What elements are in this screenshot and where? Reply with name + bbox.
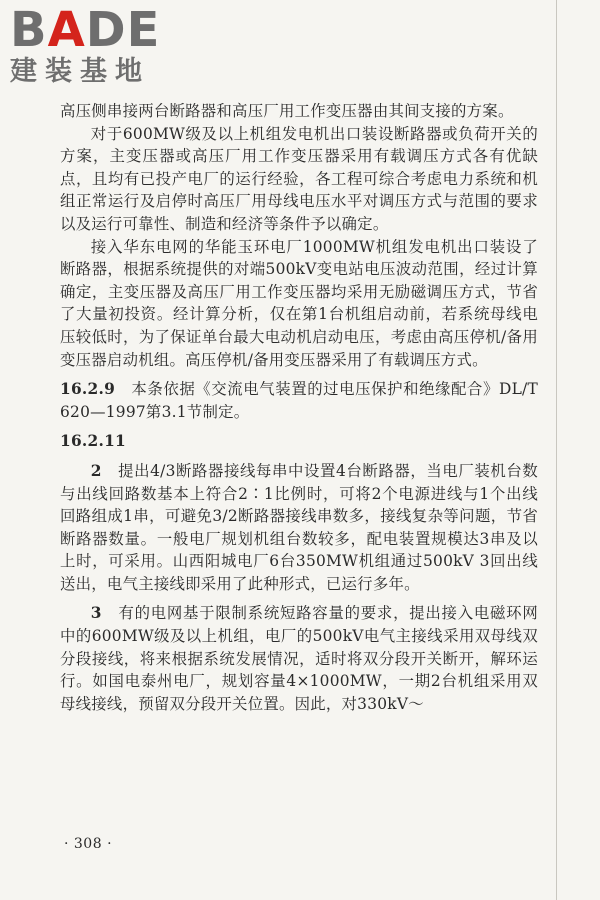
item-number: 3 xyxy=(90,604,102,623)
clause-item-2 xyxy=(60,460,538,596)
item-text: 有的电网基于限制系统短路容量的要求，提出接入电磁环网中的600MW级及以上机组，电厂的500kV电气主接线采用双母线双分段接线，将来根据系统发展情况，适时将双分段开关断开，解环运行。如国电泰州电厂，规划容量4×1000MW，一期2台机组采用双母线接线，预留双分段开关位置。因此，对330kV～ xyxy=(60,604,538,713)
clause-16-2-9 xyxy=(60,378,538,423)
page-number: · 308 · xyxy=(64,836,113,852)
scan-edge-line xyxy=(556,0,557,900)
paragraph-yuhuan: 接入华东电网的华能玉环电厂1000MW机组发电机出口装设了断路器，根据系统提供的对端500kV变电站电压波动范围，经过计算确定，主变压器及高压厂用工作变压器均采用无励磁调压方式，节省了大量初投资。经计算分析，仅在第1台机组启动前，若系统母线电压较低时，为了保证单台最大电动机启动电压，考虑由高压停机/备用变压器启动机组。高压停机/备用变压器采用了有载调压方式。 xyxy=(60,237,538,369)
clause-text: 本条依据《交流电气装置的过电压保护和绝缘配合》DL/T 620—1997第3.1节制定。 xyxy=(60,380,538,421)
paragraph-continuation: 高压侧串接两台断路器和高压厂用工作变压器由其间支接的方案。 xyxy=(60,102,514,120)
document-body xyxy=(60,100,538,715)
item-text: 提出4/3断路器接线每串中设置4台断路器，当电厂装机台数与出线回路数基本上符合2∶1比例时，可将2个电源进线与1个出线回路组成1串，可避免3/2断路器接线串数多，接线复杂等问题，节省断路器数量。一般电厂规划机组台数较多，配电装置规模达3串及以上时，可采用。山西阳城电厂6台350MW机组通过500kV 3回出线送出，电气主接线即采用了此种形式，已运行多年。 xyxy=(60,461,538,593)
paragraph-600mw: 对于600MW级及以上机组发电机出口装设断路器或负荷开关的方案，主变压器或高压厂用工作变压器采用有载调压方式各有优缺点，且均有已投产电厂的运行经验，各工程可综合考虑电力系统和机组正常运行及启停时高压厂用母线电压水平对调压方式与范围的要求以及运行可靠性、制造和经济等条件予以确定。 xyxy=(60,124,538,233)
clause-item-3 xyxy=(60,602,538,715)
logo-subtitle: 建装基地 xyxy=(10,56,150,87)
logo-wordmark: BADE xyxy=(10,2,161,58)
brand-logo xyxy=(10,2,161,88)
item-number: 2 xyxy=(90,461,102,480)
clause-number: 16.2.9 xyxy=(60,380,116,399)
clause-16-2-11-heading: 16.2.11 xyxy=(60,432,127,451)
logo-red-a: A xyxy=(47,2,86,58)
